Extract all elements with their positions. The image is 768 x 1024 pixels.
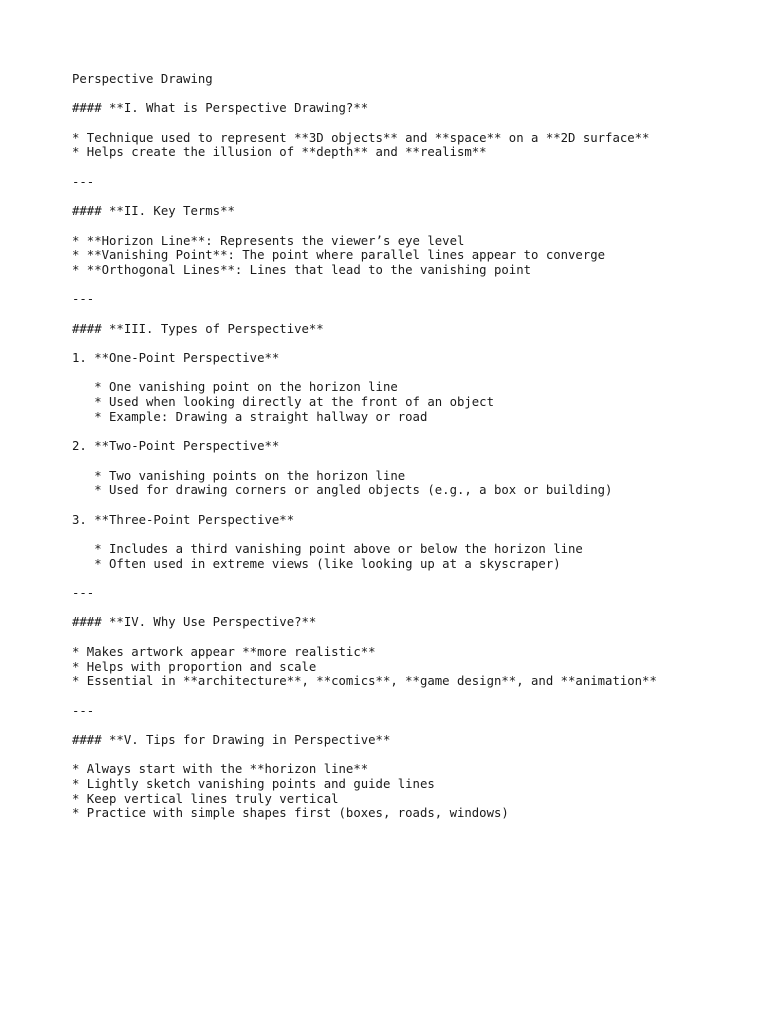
horizontal-rule: --- bbox=[72, 174, 95, 189]
horizontal-rule: --- bbox=[72, 292, 95, 307]
bullet-item: * Essential in **architecture**, **comics**, **game design**, and **animation** bbox=[72, 674, 657, 689]
bullet-item: * **Horizon Line**: Represents the viewer’s eye level bbox=[72, 233, 465, 248]
blank-line bbox=[72, 601, 752, 616]
bullet-item: * **Vanishing Point**: The point where parallel lines appear to converge bbox=[72, 248, 606, 263]
blank-line bbox=[72, 219, 752, 234]
blank-line bbox=[72, 190, 752, 205]
sub-bullet-item: * Often used in extreme views (like looking up at a skyscraper) bbox=[72, 556, 561, 571]
bullet-item: * Keep vertical lines truly vertical bbox=[72, 791, 339, 806]
document-body bbox=[72, 72, 752, 821]
sub-bullet-item: * Two vanishing points on the horizon line bbox=[72, 468, 406, 483]
blank-line bbox=[72, 718, 752, 733]
bullet-item: * Always start with the **horizon line** bbox=[72, 762, 369, 777]
blank-line bbox=[72, 307, 752, 322]
sub-bullet-item: * Includes a third vanishing point above or below the horizon line bbox=[72, 542, 583, 556]
section-heading: #### **IV. Why Use Perspective?** bbox=[72, 615, 317, 630]
sub-bullet-item: * Used when looking directly at the front of an object bbox=[72, 395, 494, 410]
blank-line bbox=[72, 278, 752, 293]
bullet-item: * Helps create the illusion of **depth** and **realism** bbox=[72, 145, 487, 160]
bullet-item: * Helps with proportion and scale bbox=[72, 659, 317, 674]
bullet-item: * Lightly sketch vanishing points and guide lines bbox=[72, 777, 435, 791]
numbered-item: 3. **Three-Point Perspective** bbox=[72, 512, 295, 527]
bullet-item: * **Orthogonal Lines**: Lines that lead to the vanishing point bbox=[72, 262, 532, 277]
bullet-item: * Practice with simple shapes first (boxes, roads, windows) bbox=[72, 806, 509, 821]
numbered-item: 2. **Two-Point Perspective** bbox=[72, 439, 280, 454]
sub-bullet-item: * One vanishing point on the horizon line bbox=[72, 380, 398, 395]
bullet-item: * Makes artwork appear **more realistic** bbox=[72, 644, 376, 659]
blank-line bbox=[72, 630, 752, 645]
blank-line bbox=[72, 527, 752, 542]
blank-line bbox=[72, 571, 752, 586]
blank-line bbox=[72, 425, 752, 440]
blank-line bbox=[72, 454, 752, 469]
blank-line bbox=[72, 748, 752, 763]
numbered-item: 1. **One-Point Perspective** bbox=[72, 351, 280, 366]
horizontal-rule: --- bbox=[72, 703, 95, 718]
sub-bullet-item: * Example: Drawing a straight hallway or road bbox=[72, 409, 428, 424]
section-heading: #### **V. Tips for Drawing in Perspective** bbox=[72, 732, 391, 747]
blank-line bbox=[72, 116, 752, 131]
blank-line bbox=[72, 366, 752, 381]
horizontal-rule: --- bbox=[72, 586, 95, 601]
document-title: Perspective Drawing bbox=[72, 72, 213, 86]
blank-line bbox=[72, 160, 752, 175]
blank-line bbox=[72, 336, 752, 351]
blank-line bbox=[72, 498, 752, 513]
blank-line bbox=[72, 689, 752, 704]
section-heading: #### **I. What is Perspective Drawing?** bbox=[72, 101, 369, 116]
blank-line bbox=[72, 87, 752, 102]
sub-bullet-item: * Used for drawing corners or angled objects (e.g., a box or building) bbox=[72, 483, 613, 498]
section-heading: #### **II. Key Terms** bbox=[72, 204, 235, 219]
section-heading: #### **III. Types of Perspective** bbox=[72, 321, 324, 336]
bullet-item: * Technique used to represent **3D objects** and **space** on a **2D surface** bbox=[72, 130, 650, 145]
